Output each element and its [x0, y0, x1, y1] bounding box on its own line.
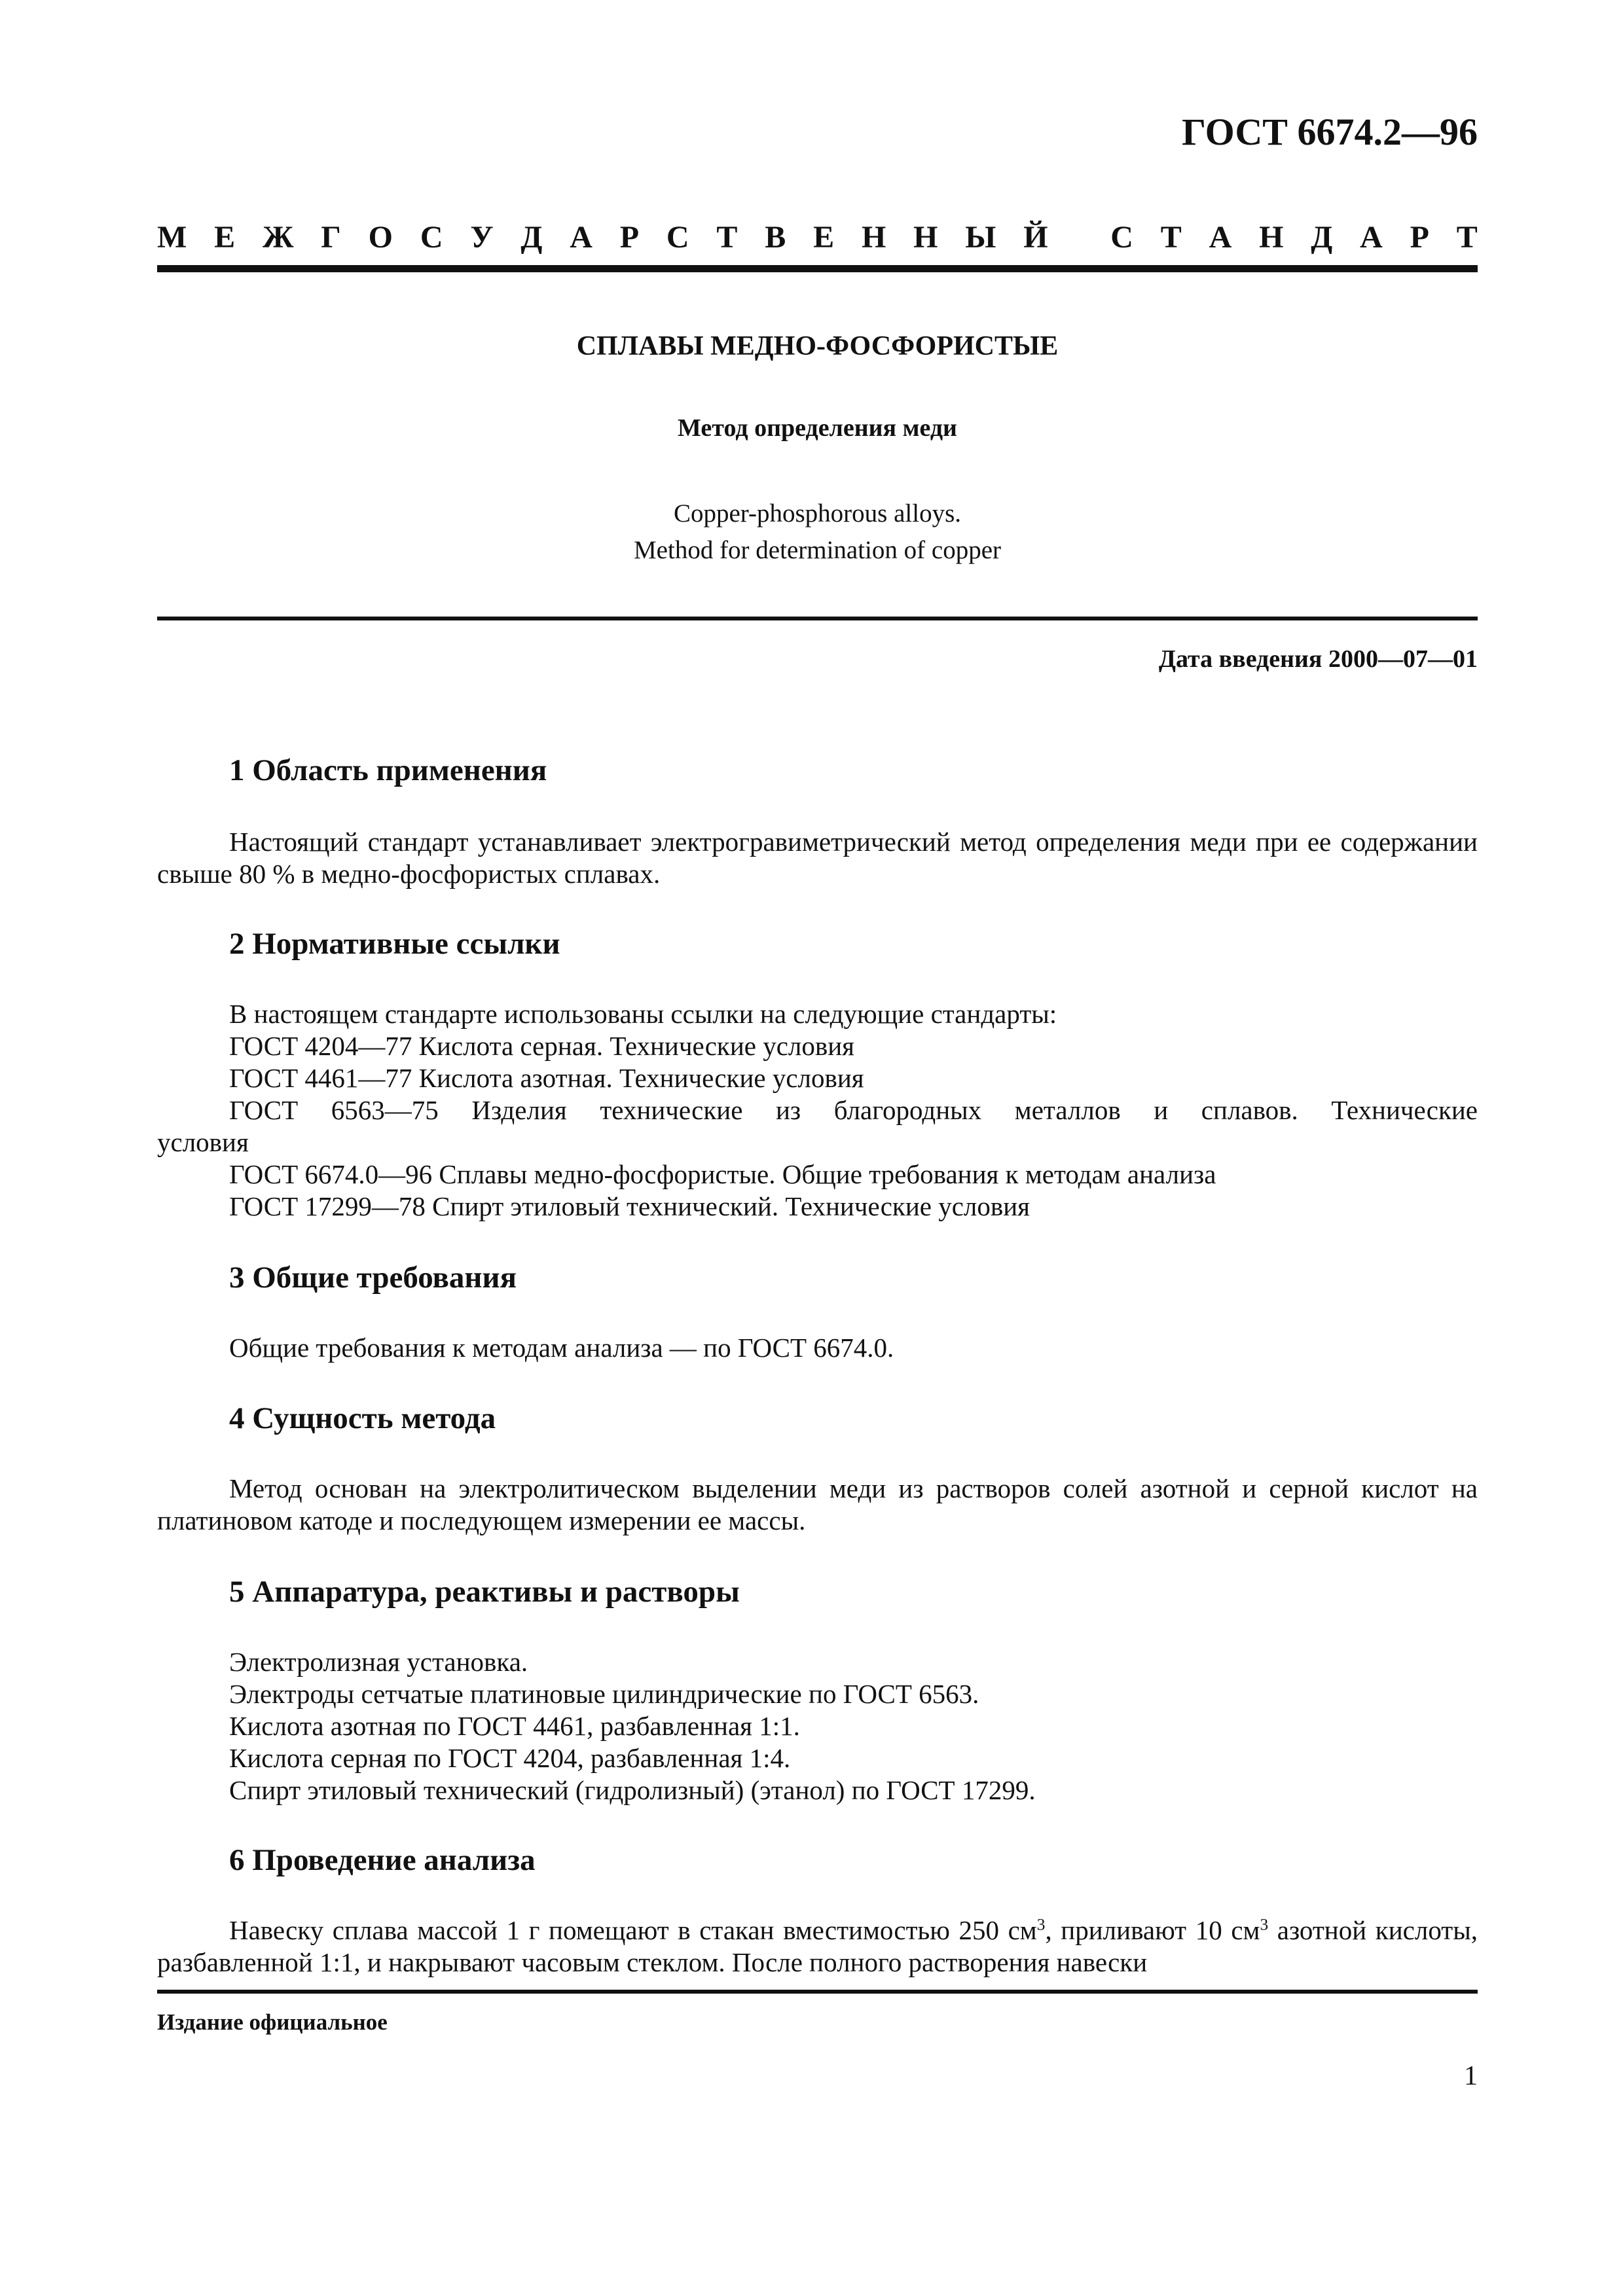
- section-paragraph: Настоящий стандарт устанавливает электрогравиметрический метод определения меди при ее содержании свыше 80 % в медно-фосфористых сплавах.: [157, 827, 1478, 889]
- section-heading: 3 Общие требования: [229, 1261, 517, 1295]
- letter: Н: [1259, 220, 1284, 255]
- section-paragraph: Метод основан на электролитическом выделении меди из растворов солей азотной и серной кислот на платиновом катоде и последующем измерении ее массы.: [157, 1473, 1478, 1535]
- letter: Е: [214, 220, 236, 255]
- letter: Ж: [262, 220, 294, 255]
- list-item: Спирт этиловый технический (гидролизный) (этанол) по ГОСТ 17299.: [229, 1775, 1036, 1805]
- section-heading: 6 Проведение анализа: [229, 1843, 536, 1877]
- title-rule: [157, 617, 1478, 620]
- reference-item: ГОСТ 4461—77 Кислота азотная. Технические условия: [229, 1063, 864, 1093]
- letter: В: [765, 220, 786, 255]
- header-rule: [157, 265, 1478, 272]
- letter: А: [570, 220, 593, 255]
- document-number: ГОСТ 6674.2—96: [1182, 111, 1478, 153]
- english-title-line: Method for determination of copper: [634, 536, 1001, 564]
- introduction-date: Дата введения 2000—07—01: [1158, 645, 1478, 673]
- english-title: [157, 495, 1478, 569]
- section-heading: 5 Аппаратура, реактивы и растворы: [229, 1575, 740, 1609]
- letter: Д: [520, 220, 543, 255]
- letter: С: [420, 220, 443, 255]
- letter: Е: [813, 220, 835, 255]
- letter: Д: [1311, 220, 1333, 255]
- letter: Р: [1410, 220, 1429, 255]
- letter: А: [1209, 220, 1232, 255]
- reference-item: ГОСТ 4204—77 Кислота серная. Технические условия: [229, 1031, 855, 1061]
- letter: У: [470, 220, 494, 255]
- letter: А: [1360, 220, 1383, 255]
- section-heading: 4 Сущность метода: [229, 1401, 496, 1435]
- letter: О: [368, 220, 393, 255]
- letter: Т: [1160, 220, 1182, 255]
- reference-item: ГОСТ 17299—78 Спирт этиловый технический. Технические условия: [229, 1191, 1030, 1221]
- letter: Н: [913, 220, 938, 255]
- reference-item: ГОСТ 6563—75 Изделия технические из благородных металлов и сплавов. Технические: [229, 1095, 1478, 1125]
- section-heading: 2 Нормативные ссылки: [229, 927, 560, 961]
- reference-item-continuation: условия: [157, 1127, 249, 1157]
- page-number: 1: [1464, 2061, 1478, 2091]
- letter: С: [1110, 220, 1133, 255]
- section-paragraph: Общие требования к методам анализа — по ГОСТ 6674.0.: [229, 1333, 894, 1363]
- section-paragraph: Навеску сплава массой 1 г помещают в стакан вместимостью 250 $см^3$, приливают 10 $см^3$ азотной кислоты, разбавленной 1:1, и накрывают часовым стеклом. После полного растворения навески: [157, 1915, 1478, 1977]
- list-item: Кислота азотная по ГОСТ 4461, разбавленная 1:1.: [229, 1711, 800, 1741]
- refs-intro: В настоящем стандарте использованы ссылки на следующие стандарты:: [229, 999, 1057, 1029]
- list-item: Электролизная установка.: [229, 1647, 528, 1677]
- section-heading: 1 Область применения: [229, 753, 547, 787]
- word-gap: [1075, 219, 1083, 255]
- letter: Т: [716, 220, 738, 255]
- edition-note: Издание официальное: [157, 2009, 388, 2035]
- letter: М: [157, 220, 187, 255]
- standard-subtitle: Метод определения меди: [678, 414, 957, 442]
- standard-title: СПЛАВЫ МЕДНО-ФОСФОРИСТЫЕ: [576, 331, 1059, 361]
- letter: С: [666, 220, 689, 255]
- letter: Й: [1023, 220, 1048, 255]
- footer-rule: [157, 1990, 1478, 1994]
- letter: Ы: [965, 220, 996, 255]
- list-item: Электроды сетчатые платиновые цилиндрические по ГОСТ 6563.: [229, 1679, 979, 1709]
- english-title-line: Copper-phosphorous alloys.: [673, 499, 962, 528]
- list-item: Кислота серная по ГОСТ 4204, разбавленная 1:4.: [229, 1743, 791, 1773]
- letter: Р: [619, 220, 640, 255]
- letter: Т: [1456, 220, 1478, 255]
- letter: Н: [861, 220, 886, 255]
- letter: Г: [321, 220, 341, 255]
- reference-item: ГОСТ 6674.0—96 Сплавы медно-фосфористые. Общие требования к методам анализа: [229, 1159, 1216, 1189]
- interstate-standard-heading: [157, 219, 1478, 255]
